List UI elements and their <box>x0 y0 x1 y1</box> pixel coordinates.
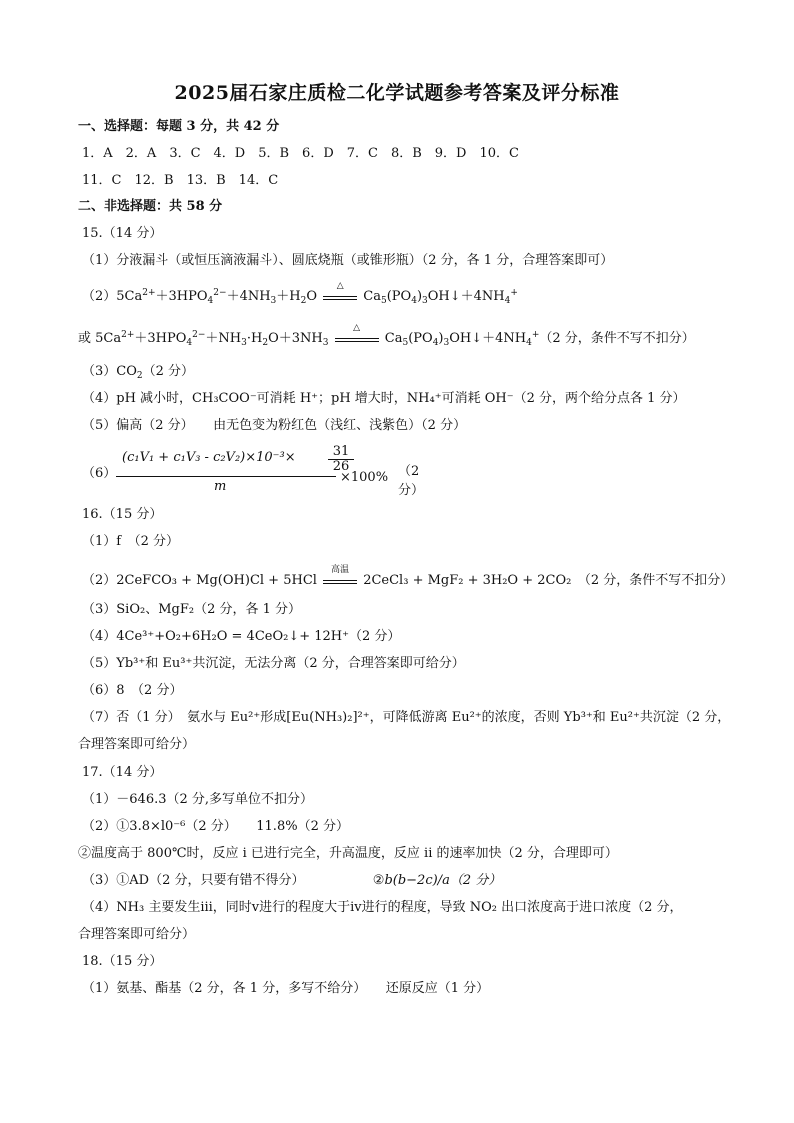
q18-heading: 18.（15 分） <box>82 954 163 969</box>
q17-a2-circled-1: ① <box>116 819 130 834</box>
q18-answer-1: （1）氨基、酯基（2 分，各 1 分，多写不给分） 还原反应（1 分） <box>82 981 490 996</box>
heat-symbol-alt: △ <box>353 322 361 333</box>
q16-answer-3: （3）SiO₂、MgF₂（2 分，各 1 分） <box>82 602 302 617</box>
q15-a6-numerator: (c₁V₁ + c₁V₃ - c₂V₂)×10⁻³× <box>122 450 296 465</box>
q17-a3-circled-2: ② <box>372 873 385 888</box>
q16-answer-7-line-2: 合理答案即可给分） <box>78 737 196 752</box>
q17-a2b-text: 温度高于 800℃时，反应 i 已进行完全，升高温度，反应 ii 的速率加快（2 分，合理即可） <box>91 846 618 861</box>
q16-answer-6: （6）8 （2 分） <box>82 683 183 698</box>
q15-heading: 15.（14 分） <box>82 226 163 241</box>
q16-a2-prefix: （2）2CeFCO₃ + Mg(OH)Cl + 5HCl <box>82 573 317 588</box>
q15-a2-alt-prefix: 或 5Ca <box>78 331 122 346</box>
high-temp-label: 高温 <box>331 564 350 575</box>
q17-a2b-circled-2: ② <box>78 846 92 861</box>
q15-a3-prefix: （3）CO <box>82 364 137 379</box>
q15-a6-percent: ×100% <box>340 470 389 485</box>
page-title: 2025届石家庄质检二化学试题参考答案及评分标准 <box>174 82 620 104</box>
q17-a2-values: 3.8×l0⁻⁶（2 分） 11.8%（2 分） <box>129 819 349 834</box>
q16-answer-7-line-1: （7）否（1 分） 氨水与 Eu²⁺形成[Eu(NH₃)₂]²⁺，可降低游离 Eu²⁺的浓度，否则 Yb³⁺和 Eu²⁺共沉淀（2 分， <box>82 710 731 725</box>
mc-answers-row-1: 1．A 2．A 3．C 4．D 5．B 6．D 7．C 8．B 9．D 10．C <box>82 146 519 161</box>
q17-a3-circled-1: ① <box>116 873 130 888</box>
q16-answer-2 <box>82 564 734 590</box>
q16-answer-1: （1）f （2 分） <box>82 534 179 549</box>
q17-answer-4-line-2: 合理答案即可给分） <box>78 927 196 942</box>
mc-answers-row-2: 11．C 12．B 13．B 14．C <box>82 173 279 188</box>
q15-a6-inner-numerator: 31 <box>332 444 350 459</box>
q17-answer-3 <box>82 872 501 890</box>
q17-a3-value-2: b(b−2c)/a（2 分） <box>384 873 502 888</box>
q16-heading: 16.（15 分） <box>82 507 163 522</box>
q15-answer-2: $(2)5Ca^{2+}+3HPO_4^{2-}+4NH_3+H_2O$ △ $Ca_5(PO_4)_3OH↓+4NH_4^+$ <box>82 280 518 306</box>
heat-symbol: △ <box>336 280 344 291</box>
q17-heading: 17.（14 分） <box>82 765 163 780</box>
q15-a6-inner-denominator: 26 <box>332 459 350 474</box>
q15-answer-3: $(3)CO_2(2$ 分） <box>82 364 195 381</box>
q17-answer-2 <box>82 818 349 836</box>
q15-answer-5: （5）偏高（2 分） 由无色变为粉红色（浅红、浅紫色）（2 分） <box>82 418 467 433</box>
q15-answer-2-alt: 或 $5Ca^{2+}+3HPO_4^{2-}+NH_3\cdot H_2O+3NH_3$ △ $Ca_5(PO_4)_3OH↓+4NH_4^+(2$ 分，条件不写不扣分） <box>78 322 695 348</box>
q15-a2-alt-note: （2 分，条件不写不扣分） <box>539 331 695 346</box>
reaction-condition-arrow-alt <box>335 322 379 346</box>
q17-a3-value-1: AD（2 分，只要有错不得分） <box>129 873 305 888</box>
q16-a2-suffix: 2CeCl₃ + MgF₂ + 3H₂O + 2CO₂ （2 分，条件不写不扣分） <box>363 573 734 588</box>
q15-a6-label: （6） <box>82 466 117 481</box>
q17-answer-1: （1）－646.3（2 分,多写单位不扣分） <box>82 792 314 807</box>
q17-a2-prefix: （2） <box>82 819 117 834</box>
q17-answer-2b <box>78 845 618 863</box>
section-2-header: 二、非选择题：共 58 分 <box>78 199 223 214</box>
reaction-condition-arrow <box>323 280 357 304</box>
q15-a2-prefix: （2）5Ca <box>82 289 143 304</box>
q16-answer-4: （4）4Ce³⁺+O₂+6H₂O = 4CeO₂↓+ 12H⁺（2 分） <box>82 629 401 644</box>
q16-answer-5: （5）Yb³⁺和 Eu³⁺共沉淀，无法分离（2 分，合理答案即可给分） <box>82 656 465 671</box>
section-1-header: 一、选择题：每题 3 分，共 42 分 <box>78 119 280 134</box>
q15-answer-1: （1）分液漏斗（或恒压滴液漏斗）、圆底烧瓶（或锥形瓶）（2 分，各 1 分，合理答案即可） <box>82 253 614 268</box>
high-temp-arrow <box>323 564 357 588</box>
q15-a6-denominator: m <box>214 479 227 494</box>
q15-answer-4: （4）pH 减小时，CH₃COO⁻可消耗 H⁺；pH 增大时，NH₄⁺可消耗 OH⁻（2 分，两个给分点各 1 分） <box>82 391 686 406</box>
q15-a6-fraction-bar <box>116 476 336 477</box>
q17-a3-prefix: （3） <box>82 873 117 888</box>
q17-answer-4-line-1: （4）NH₃ 主要发生iii，同时v进行的程度大于iv进行的程度，导致 NO₂ 出口浓度高于进口浓度（2 分， <box>82 900 683 915</box>
q15-answer-6-formula <box>82 444 425 500</box>
q15-a3-note: （2 分） <box>142 364 195 379</box>
q15-a6-note: （2 分） <box>398 464 425 498</box>
